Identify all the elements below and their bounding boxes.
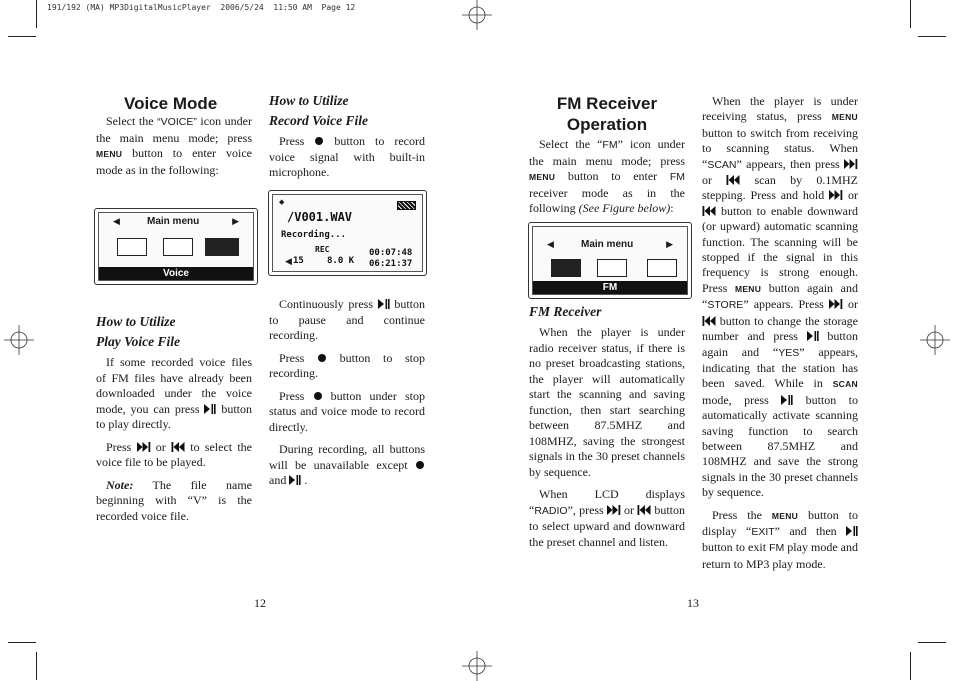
record-status: Recording... bbox=[281, 230, 347, 240]
crop-mark bbox=[8, 642, 36, 643]
record-column bbox=[269, 91, 425, 188]
crop-mark bbox=[36, 652, 37, 680]
crop-mark bbox=[918, 642, 946, 643]
play-pause-icon bbox=[378, 299, 390, 309]
play-pause-icon bbox=[846, 526, 858, 536]
crop-mark bbox=[8, 36, 36, 37]
mic-indicator-icon: ◆ bbox=[279, 198, 285, 206]
play-voice-heading-2: Play Voice File bbox=[96, 334, 180, 349]
fm-scan-column bbox=[702, 94, 858, 579]
page-number-left: 12 bbox=[254, 596, 266, 610]
record-paragraph-4: Press button under stop status and voice mode to record directly. bbox=[269, 388, 425, 434]
fm-intro: Select the “FM” icon under the main menu mode; press MENU button to enter FM receiver mode as in the following (See Figure below): bbox=[529, 137, 686, 215]
remaining-time: 06:21:37 bbox=[369, 259, 413, 269]
fm-receiver-paragraph-1: When the player is under radio receiver status, if there is no preset broadcasting stations, the player will automatically start the scanning and saving function, then start searching between 87.5MHZ and 108MHZ, saving the strongest signals in the 30 preset channels by sequence. bbox=[529, 325, 685, 479]
voice-mode-column bbox=[96, 93, 252, 185]
rec-label: REC bbox=[315, 245, 330, 254]
arrow-left-icon: ◀ bbox=[547, 239, 554, 249]
audio-tile-icon bbox=[163, 238, 193, 256]
fm-column bbox=[529, 93, 685, 224]
crop-mark bbox=[36, 0, 37, 28]
play-pause-icon bbox=[204, 404, 216, 414]
record-dot-icon bbox=[415, 460, 425, 470]
play-voice-section bbox=[96, 312, 252, 531]
volume-level: 15 bbox=[293, 256, 304, 266]
play-pause-icon bbox=[807, 331, 819, 341]
fm-scan-paragraph: When the player is under receiving status, press MENU button to switch from receiving to scanning status. When “SCAN” appears, then press or scan by 0.1MHZ stepping. Press and hold or button to enable downward (or upward) automatic scanning function. The scanning will be stopped if the signal in this frequency is strong enough. Press MENU button again and “STORE” appears. Press or button to change the storage number and press button again and “YES” appears, indicating that the station has been saved. While in SCAN mode, press button to automatically activate scanning saving function to search between 87.5MHZ and 108MHZ and save the strong signals in the 30 preset channels by sequence. bbox=[702, 94, 858, 500]
fm-exit-paragraph: Press the MENU button to display “EXIT” and then button to exit FM play mode and return to MP3 play mode. bbox=[702, 507, 858, 571]
select-file-paragraph: Press or to select the voice file to be played. bbox=[96, 439, 252, 469]
registration-mark-icon bbox=[462, 651, 492, 681]
next-icon bbox=[829, 190, 843, 200]
next-icon bbox=[607, 505, 621, 515]
prev-icon bbox=[702, 206, 716, 216]
next-icon bbox=[844, 159, 858, 169]
crop-mark bbox=[910, 652, 911, 680]
music-tile-icon bbox=[117, 238, 147, 256]
battery-icon bbox=[397, 201, 416, 210]
fm-tile-icon bbox=[551, 259, 581, 277]
fm-main-menu-screen bbox=[528, 222, 692, 299]
record-paragraph-3: Press button to stop recording. bbox=[269, 350, 425, 380]
file-size: 8.0 K bbox=[327, 256, 355, 266]
record-paragraph-5: During recording, all buttons will be unavailable except and . bbox=[269, 442, 425, 487]
voice-mode-title: Voice Mode bbox=[124, 94, 218, 113]
menu-bar-label: Voice bbox=[99, 267, 253, 280]
record-dot-icon bbox=[313, 391, 323, 401]
fm-receiver-section bbox=[529, 302, 685, 557]
settings-tile-icon bbox=[647, 259, 677, 277]
registration-mark-icon bbox=[920, 325, 950, 355]
record-instructions bbox=[269, 297, 425, 496]
record-paragraph-1: Press button to record voice signal with built-in microphone. bbox=[269, 134, 425, 179]
arrow-left-icon: ◀ bbox=[113, 216, 120, 226]
registration-mark-icon bbox=[462, 0, 492, 30]
record-heading-1: How to Utilize bbox=[269, 93, 349, 108]
prev-icon bbox=[637, 505, 651, 515]
fm-title-2: Operation bbox=[566, 115, 648, 134]
play-pause-icon bbox=[781, 395, 793, 405]
voice-main-menu-screen bbox=[94, 208, 258, 285]
record-heading-2: Record Voice File bbox=[269, 113, 368, 128]
prev-icon bbox=[171, 442, 185, 452]
record-filename: /V001.WAV bbox=[287, 210, 353, 224]
registration-mark-icon bbox=[4, 325, 34, 355]
elapsed-time: 00:07:48 bbox=[369, 248, 413, 258]
menu-bar-label: FM bbox=[533, 281, 687, 294]
arrow-right-icon: ▶ bbox=[666, 239, 673, 249]
main-menu-title: Main menu bbox=[581, 239, 634, 250]
text-tile-icon bbox=[597, 259, 627, 277]
fm-receiver-heading: FM Receiver bbox=[529, 304, 602, 319]
play-voice-paragraph: If some recorded voice files of FM files have already been downloaded under the voice mode, you can press button to play directly. bbox=[96, 355, 253, 431]
voice-mode-intro: Select the “VOICE” icon under the main menu mode; press MENU button to enter voice mode as in the following: bbox=[96, 114, 253, 177]
page-number-right: 13 bbox=[687, 596, 699, 610]
record-paragraph-2: Continuously press button to pause and continue recording. bbox=[269, 297, 426, 342]
record-dot-icon bbox=[314, 136, 324, 146]
print-header: 191/192 (MA) MP3DigitalMusicPlayer 2006/5/24 11:50 AM Page 12 bbox=[47, 3, 356, 12]
note-paragraph: Note: The file name beginning with “V” is the recorded voice file. bbox=[96, 477, 252, 523]
next-icon bbox=[137, 442, 151, 452]
next-icon bbox=[829, 299, 843, 309]
play-pause-icon bbox=[289, 475, 301, 485]
record-dot-icon bbox=[317, 353, 327, 363]
fm-title-1: FM Receiver bbox=[556, 94, 658, 113]
prev-icon bbox=[702, 316, 716, 326]
crop-mark bbox=[910, 0, 911, 28]
main-menu-title: Main menu bbox=[147, 216, 200, 227]
fm-receiver-paragraph-2: When LCD displays “RADIO”, press or button to select upward and downward the preset channel and listen. bbox=[529, 487, 686, 549]
crop-mark bbox=[918, 36, 946, 37]
recording-screen bbox=[268, 190, 427, 276]
prev-icon bbox=[726, 175, 740, 185]
arrow-right-icon: ▶ bbox=[232, 216, 239, 226]
volume-icon: ◀ bbox=[285, 256, 292, 266]
voice-tile-icon bbox=[205, 238, 239, 256]
play-voice-heading-1: How to Utilize bbox=[96, 314, 176, 329]
